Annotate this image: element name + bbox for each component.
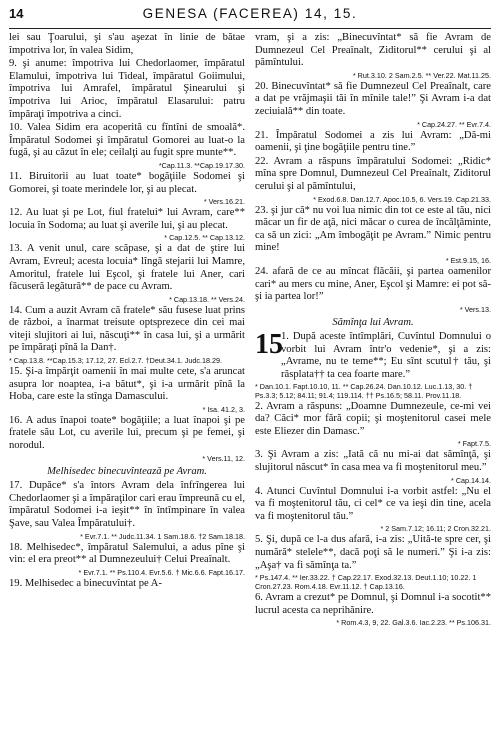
cross-ref-23: * Est.9.15, 16.: [445, 255, 491, 265]
verse-15-3: 3. Şi Avram a zis: „Iată că nu mi-ai dat sămînţă, şi slujitorul născut* în casa mea va fi moştenitorul meu.”: [255, 449, 491, 474]
cross-ref-22: * Exod.6.8. Dan.12.7. Apoc.10.5, 6. Vers.19. Cap.21.33.: [313, 194, 491, 204]
cross-ref-18: * Evr.7.1. ** Ps.110.4. Evr.5.6. † Mic.6.6. Fapt.16.17.: [78, 567, 245, 577]
page-number: 14: [9, 6, 24, 21]
chapter-15-start: [255, 331, 491, 381]
verse-14-15: 15. Şi-a împărţit oamenii în mai multe cete, s'a aruncat asupra lor noaptea, i-a bătut*, şi i-a urmărit pînă la Hoba, care este la stînga Damascului.: [9, 366, 245, 403]
cross-ref-19: * Rut.3.10. 2 Sam.2.5. ** Ver.22. Mat.11.25.: [352, 70, 491, 80]
cross-ref-20: * Cap.24.27. ** Evr.7.4.: [417, 119, 491, 129]
verse-14-22: 22. Avram a răspuns împăratului Sodomei: „Ridic* mîna spre Domnul, Dumnezeul Cel Preaînalt, Ziditorul cerului şi al pămîntului,: [255, 155, 491, 192]
verse-15-5: 5. Şi, după ce l-a dus afară, i-a zis: „Uită-te spre cer, şi numără* stelele**, dacă poţi să le numeri.” Şi i-a zis: „Aşa† va fi sămînţa ta.”: [255, 534, 491, 571]
verse-15-6: 6. Avram a crezut* pe Domnul, şi Domnul i-a socotit** lucrul acesta ca neprihănire.: [255, 592, 491, 616]
verse-15-4: 4. Atunci Cuvîntul Domnului i-a vorbit astfel: „Nu el va fi moştenitorul tău, ci cel* ce va ieşi din tine, acela va fi moştenitorul tău.”: [255, 485, 491, 522]
right-column: [255, 32, 491, 628]
verse-14-10: 10. Valea Sidim era acoperită cu fîntîni de smoală*. Împăratul Sodomei şi împăratul Gomorei au luat-o la fugă, şi au căzut în ele; ceilalţi au fugit spre munte**.: [9, 122, 245, 159]
verse-14-20: 20. Binecuvîntat* să fie Dumnezeul Cel Preaînalt, care a dat pe vrăjmaşii tăi în mînile tale!” Şi Avram i-a dat zeciuială** din toate.: [255, 80, 491, 117]
cross-ref-15-2: * Fapt.7.5.: [457, 439, 491, 449]
cross-ref-16: * Vers.11, 12.: [202, 453, 245, 463]
section-heading-seed-of-abram: Sămînţa lui Avram.: [332, 316, 414, 328]
verse-14-13: 13. A venit unul, care scăpase, şi a dat de ştire lui Avram, Evreul; acesta locuia* lîngă stejarii lui Mamre, Amoritul, fratele lui Eşcol, şi fratele lui Aner, cari făcuseră legătură** de pace cu Avram.: [9, 243, 245, 293]
cross-ref-11: * Vers.16.21.: [203, 197, 245, 207]
running-title: GENESA (FACEREA) 14, 15.: [142, 6, 358, 21]
cross-ref-24: * Vers.13.: [459, 304, 491, 314]
verse-14-17: 17. Dupăce* s'a întors Avram dela înfrîngerea lui Chedorlaomer şi a împăraţilor cari erau împreună cu el, împăratul Sodomei i-a ieşit** în întîmpinare în valea Şave, sau Valea Împăratului†.: [9, 480, 245, 529]
verse-14-12: 12. Au luat şi pe Lot, fiul fratelui* lui Avram, care** locuia în Sodoma; au luat şi averile lui, şi au plecat.: [9, 207, 245, 231]
cross-ref-13: * Cap.13.18. ** Vers.24.: [169, 294, 245, 304]
cross-ref-12: * Cap.12.5. ** Cap.13.12.: [164, 233, 245, 243]
verse-14-24: 24. afară de ce au mîncat flăcăii, şi partea oamenilor cari* au mers cu mine, Aner, Eşcol şi Mamre: ei pot să-şi ia partea lor!”: [255, 265, 491, 303]
verse-14-11: 11. Biruitorii au luat toate* bogăţiile Sodomei şi Gomorei, şi toate merindele lor, şi au plecat.: [9, 170, 245, 195]
verse-14-23: 23. şi jur că* nu voi lua nimic din tot ce este al tău, nici măcar un fir de aţă, nici măcar o curea de încălţăminte, ca să un zici: „Am îmbogăţit pe Avram.” Nimic pentru mine!: [255, 204, 491, 254]
left-column: [9, 32, 245, 628]
cross-ref-15-4: * 2 Sam.7.12; 16.11; 2 Cron.32.21.: [380, 524, 491, 534]
section-heading-melchizedek: Melhisedec binecuvîntează pe Avram.: [47, 465, 207, 477]
cross-ref-15-1: * Dan.10.1. Fapt.10.10, 11. ** Cap.26.24. Dan.10.12. Luc.1.13, 30. † Ps.3.3; 5.12; 84.11; 91.4; 119.114. †† Ps.16.5; 58.11. Prov.11.18.: [255, 381, 473, 400]
verse-15-1: 1. După aceste întîmplări, Cuvîntul Domnului o vorbit lui Avram într'o vedenie*, şi a zis: „Avrame, nu te teme**; Eu sînt scutul† tău, şi răsplata†† ta cea foarte mare.”: [281, 331, 491, 381]
verse-14-9: 9. şi anume: împotriva lui Chedorlaomer, împăratul Elamului, împotriva lui Tideal, împăratul Goiimului, împotriva lui Amrafel, împăratul Şinearului şi împotriva lui Arioc, împăratul Elasarului: patru împăraţi împotriva a cinci.: [9, 58, 245, 120]
verse-15-2: 2. Avram a răspuns: „Doamne Dumnezeule, ce-mi vei da? Căci* mor fără copii; şi moştenitorul casei mele este Eliezer din Damasc.”: [255, 400, 491, 437]
cross-ref-15-6: * Rom.4.3, 9, 22. Gal.3.6. Iac.2.23. ** Ps.106.31.: [336, 618, 491, 628]
verse-14-19-cont: vram, şi a zis: „Binecuvîntat* să fie Avram de Dumnezeul Cel Preaînalt, Ziditorul** cerului şi al pămîntului.: [255, 32, 491, 69]
verse-14-18: 18. Melhisedec*, împăratul Salemului, a adus pîne şi vin: el era preot** al Dumnezeului† Celui Preaînalt.: [9, 541, 245, 566]
verse-14-19-start: 19. Melhisedec a binecuvîntat pe A-: [9, 577, 162, 589]
page-header: [9, 6, 491, 29]
verse-14-14: 14. Cum a auzit Avram că fratele* său fusese luat prins de război, a înarmat treisute optsprezece din cei mai viteji slujitori ai lui, născuţi** în casa lui, şi a urmărit pe împăraţi pînă la Dan†.: [9, 304, 245, 354]
cross-ref-15-3: * Cap.14.14.: [451, 475, 491, 485]
cross-ref-15: * Isa. 41.2, 3.: [202, 404, 245, 414]
cross-ref-14: * Cap.13.8. **Cap.15.3; 17.12, 27. Ecl.2.7. †Deut.34.1. Judc.18.29.: [9, 356, 222, 366]
cross-ref-10: *Cap.11.3. **Cap.19.17.30.: [158, 160, 245, 170]
two-column-text: [9, 32, 491, 628]
chapter-number: 15: [255, 329, 283, 361]
verse-14-16: 16. A adus înapoi toate* bogăţiile; a luat înapoi şi pe fratele său Lot, cu averile lui, precum şi pe femei, şi norodul.: [9, 414, 245, 452]
verse-14-8-end: lei sau Ţoarului, şi s'au aşezat în linie de bătae împotriva lor, în valea Sidim,: [9, 32, 245, 56]
verse-14-21: 21. Împăratul Sodomei a zis lui Avram: „Dă-mi oamenii, şi ţine bogăţiile pentru tine.”: [255, 129, 491, 154]
cross-ref-15-5: * Ps.147.4. ** Ier.33.22. † Cap.22.17. Exod.32.13. Deut.1.10; 10.22. 1 Cron.27.23. Rom.4.18. Evr.11.12. † Cap.13.16.: [255, 573, 477, 592]
cross-ref-17: * Evr.7.1. ** Judc.11.34. 1 Sam.18.6. †2 Sam.18.18.: [80, 531, 245, 541]
